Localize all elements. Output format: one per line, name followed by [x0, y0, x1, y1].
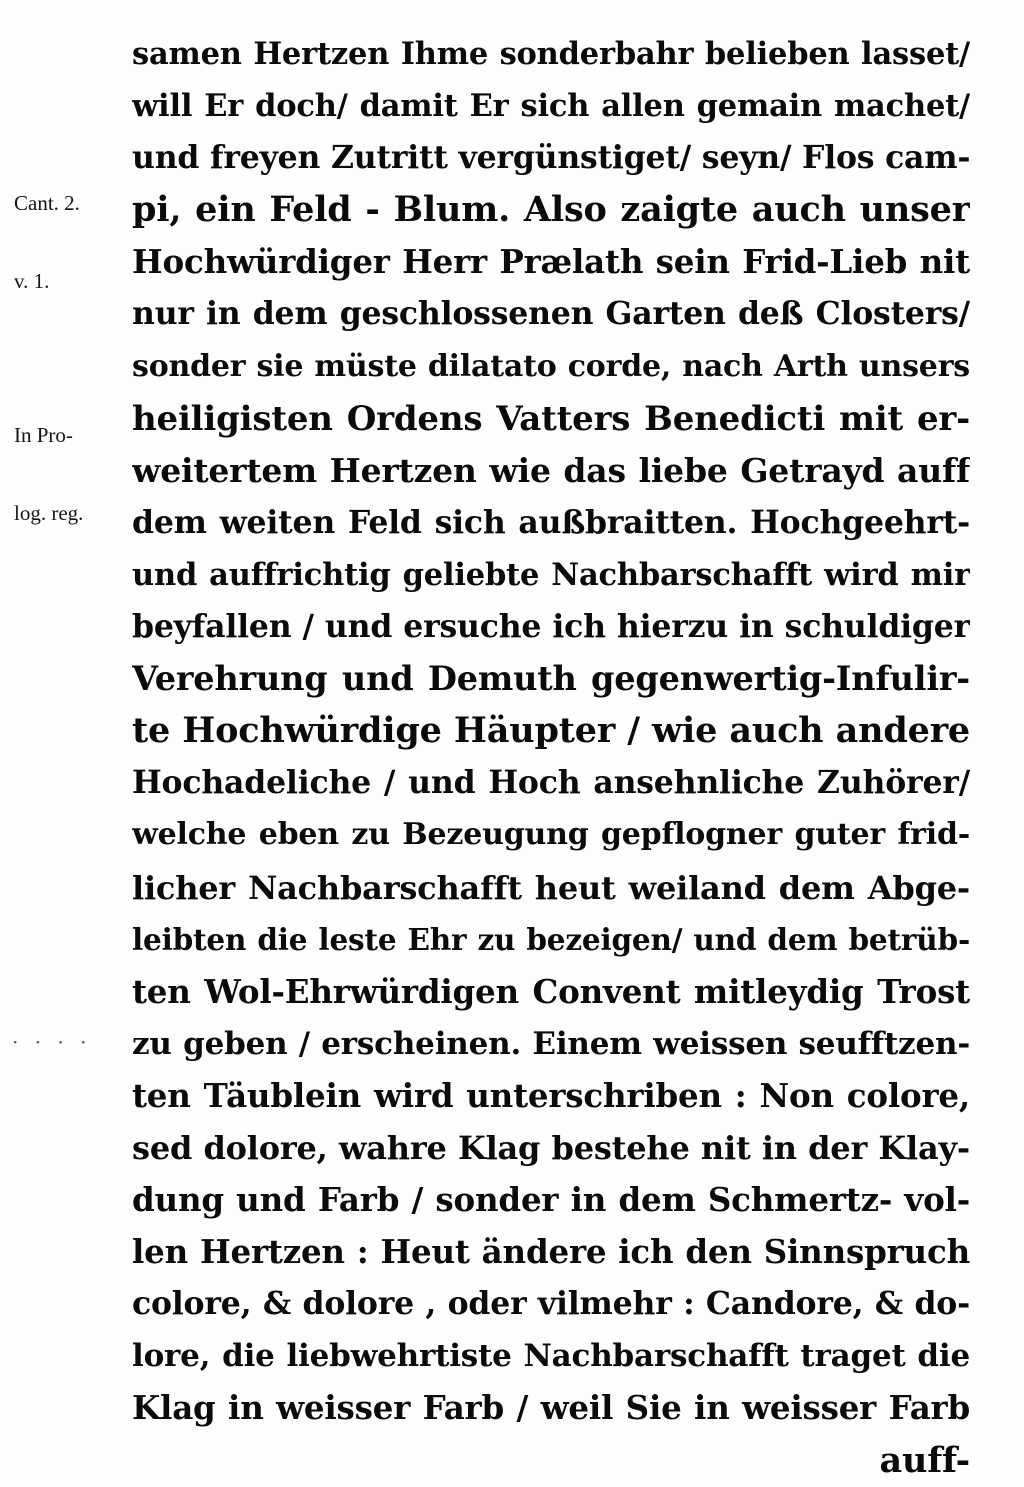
text-line: len Hertzen : Heut ändere ich den Sinnspruch: [132, 1232, 970, 1272]
text-line: sonder sie müste dilatato corde, nach Arth unsers: [132, 348, 970, 384]
text-line: nur in dem geschlossenen Garten deß Closters/: [132, 295, 970, 333]
text-line: sed dolore, wahre Klag bestehe nit in der Klay-: [132, 1128, 970, 1167]
text-line: beyfallen / und ersuche ich hierzu in schuldiger: [132, 608, 970, 646]
text-line: samen Hertzen Ihme sonderbahr belieben lasset/: [132, 36, 970, 72]
text-line: will Er doch/ damit Er sich allen gemain machet/: [132, 88, 970, 125]
margin-notes: [0, 0, 130, 1399]
text-line: heiligisten Ordens Vatters Benedicti mit er-: [132, 398, 970, 439]
catchword: auff-: [879, 1439, 970, 1481]
margin-dots: · · · ·: [12, 1030, 92, 1054]
text-line: lore, die liebwehrtiste Nachbarschafft traget die: [132, 1338, 970, 1375]
text-line: welche eben zu Bezeugung gepflogner guter frid-: [132, 817, 970, 853]
text-line: colore, & dolore , oder vilmehr : Candore, & do-: [132, 1285, 970, 1323]
text-line: Klag in weisser Farb / weil Sie in weisser Farb: [132, 1388, 970, 1428]
text-line: und auffrichtig geliebte Nachbarschafft wird mir: [132, 556, 970, 593]
margin-note-line: log. reg.: [14, 501, 84, 525]
text-line: te Hochwürdige Häupter / wie auch andere: [132, 710, 970, 752]
margin-note-line: In Pro-: [14, 423, 73, 447]
text-line: dung und Farb / sonder in dem Schmertz- vol-: [132, 1180, 970, 1220]
margin-note-line: v. 1.: [14, 269, 50, 293]
text-line: Verehrung und Demuth gegenwertig-Infulir-: [132, 659, 970, 699]
text-line: Hochwürdiger Herr Prælath sein Frid-Lieb nit: [132, 242, 970, 282]
text-line: und freyen Zutritt vergünstiget/ seyn/ Flos cam-: [132, 139, 970, 177]
margin-note-line: Cant. 2.: [14, 191, 80, 215]
text-line: ten Täublein wird unterschriben : Non colore,: [132, 1075, 970, 1115]
text-line: Hochadeliche / und Hoch ansehnliche Zuhörer/: [132, 764, 970, 802]
text-line: pi, ein Feld - Blum. Also zaigte auch unser: [132, 189, 970, 231]
margin-note-cant: [14, 138, 80, 346]
text-line: zu geben / erscheinen. Einem weissen seufftzen-: [132, 1025, 970, 1062]
text-line: leibten die leste Ehr zu bezeigen/ und dem betrüb-: [132, 921, 970, 957]
body-text: [132, 28, 970, 1487]
text-line: weitertem Hertzen wie das liebe Getrayd auff: [132, 450, 970, 490]
text-line: ten Wol-Ehrwürdigen Convent mitleydig Trost: [132, 971, 970, 1011]
text-line: dem weiten Feld sich außbraitten. Hochgeehrt-: [132, 503, 970, 541]
text-line: licher Nachbarschafft heut weiland dem Abge-: [132, 868, 970, 907]
margin-note-prolog: [14, 370, 83, 578]
